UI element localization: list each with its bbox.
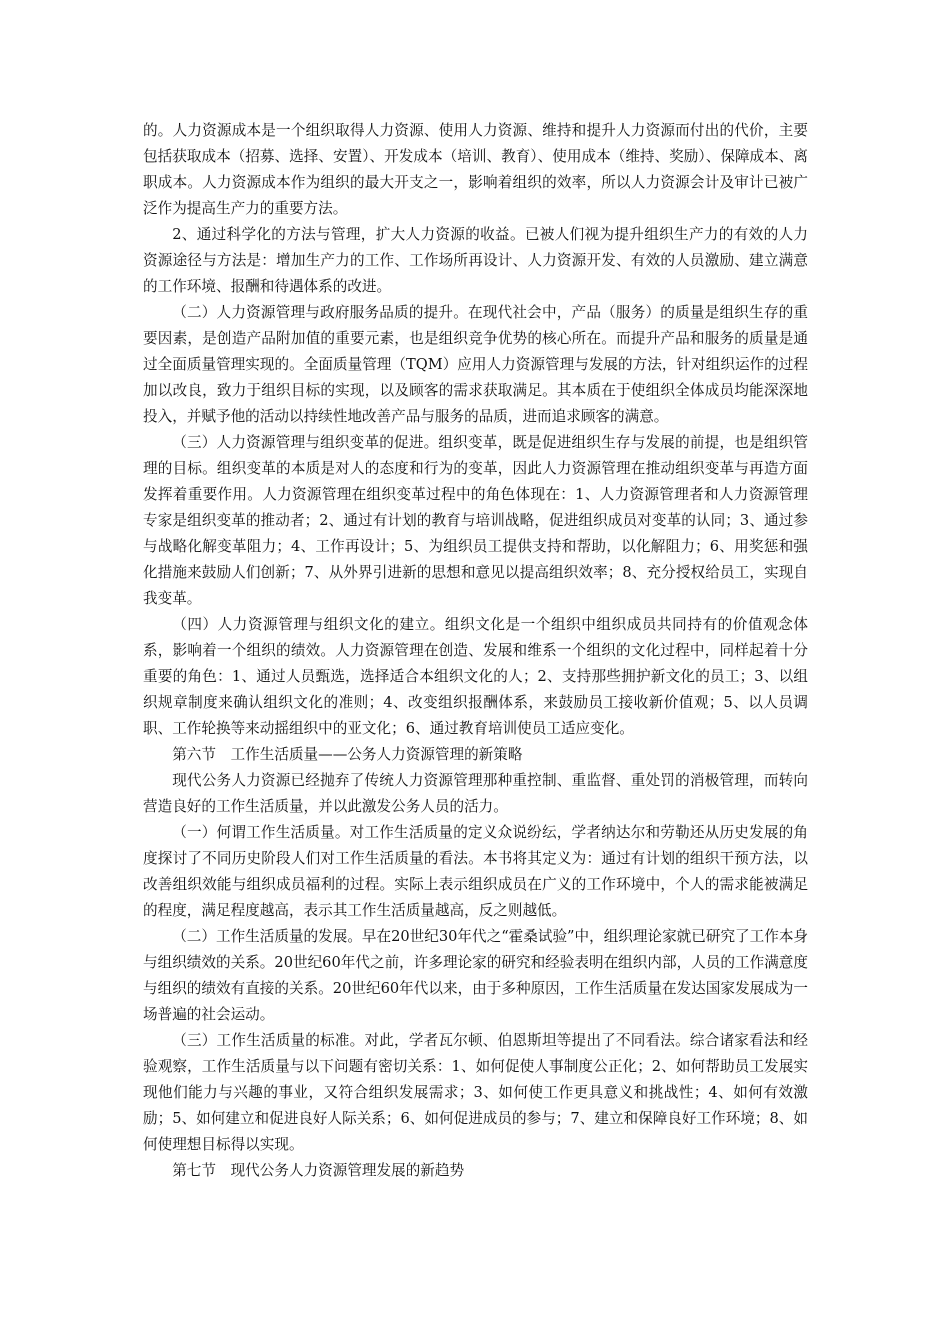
paragraph-qwl-development: （二）工作生活质量的发展。早在20世纪30年代之“霍桑试验”中，组织理论家就已研究了工作本身与组织绩效的关系。20世纪60年代之前，许多理论家的研究和经验表明在组织内部，人员的工作满意度与组织的绩效有直接的关系。20世纪60年代以来，由于多种原因，工作生活质量在发达国家发展成为一场普遍的社会运动。 [143,928,809,1023]
paragraph-service-quality: （二）人力资源管理与政府服务品质的提升。在现代社会中，产品（服务）的质量是组织生存的重要因素，是创造产品附加值的重要元素，也是组织竞争优势的核心所在。而提升产品和服务的质量是通过全面质量管理实现的。全面质量管理（TQM）应用人力资源管理与发展的方法，针对组织运作的过程加以改良，致力于组织目标的实现，以及顾客的需求获取满足。其本质在于使组织全体成员均能深深地投入，并赋予他的活动以持续性地改善产品与服务的品质，进而追求顾客的满意。 [143,304,808,425]
document-body [143,118,808,1184]
paragraph-qwl-definition: （一）何谓工作生活质量。对工作生活质量的定义众说纷纭，学者纳达尔和劳勒还从历史发展的角度探讨了不同历史阶段人们对工作生活质量的看法。本书将其定义为：通过有计划的组织干预方法，以改善组织效能与组织成员福利的过程。实际上表示组织成员在广义的工作环境中，个人的需求能被满足的程度，满足程度越高，表示其工作生活质量越高，反之则越低。 [143,824,808,919]
paragraph-hr-returns: 2、通过科学化的方法与管理，扩大人力资源的收益。已被人们视为提升组织生产力的有效的人力资源途径与方法是：增加生产力的工作、工作场所再设计、人力资源开发、有效的人员激励、建立满意的工作环境、报酬和待遇体系的改进。 [143,226,808,295]
section-heading-7: 第七节 现代公务人力资源管理发展的新趋势 [172,1162,465,1179]
paragraph-hr-cost-continuation: 的。人力资源成本是一个组织取得人力资源、使用人力资源、维持和提升人力资源而付出的代价，主要包括获取成本（招募、选择、安置）、开发成本（培训、教育）、使用成本（维持、奖励）、保障成本、离职成本。人力资源成本作为组织的最大开支之一，影响着组织的效率，所以人力资源会计及审计已被广泛作为提高生产力的重要方法。 [143,122,808,217]
paragraph-section-6-intro: 现代公务人力资源已经抛弃了传统人力资源管理那种重控制、重监督、重处罚的消极管理，而转向营造良好的工作生活质量，并以此激发公务人员的活力。 [143,772,808,815]
section-heading-6: 第六节 工作生活质量——公务人力资源管理的新策略 [172,746,523,763]
paragraph-organizational-change: （三）人力资源管理与组织变革的促进。组织变革，既是促进组织生存与发展的前提，也是组织管理的目标。组织变革的本质是对人的态度和行为的变革，因此人力资源管理在推动组织变革与再造方面发挥着重要作用。人力资源管理在组织变革过程中的角色体现在：1、人力资源管理者和人力资源管理专家是组织变革的推动者；2、通过有计划的教育与培训战略，促进组织成员对变革的认同；3、通过参与战略化解变革阻力；4、工作再设计；5、为组织员工提供支持和帮助，以化解阻力；6、用奖惩和强化措施来鼓励人们创新；7、从外界引进新的思想和意见以提高组织效率；8、充分授权给员工，实现自我变革。 [143,434,808,607]
paragraph-qwl-standards: （三）工作生活质量的标准。对此，学者瓦尔顿、伯恩斯坦等提出了不同看法。综合诸家看法和经验观察，工作生活质量与以下问题有密切关系：1、如何促使人事制度公正化；2、如何帮助员工发展实现他们能力与兴趣的事业，又符合组织发展需求；3、如何使工作更具意义和挑战性；4、如何有效激励；5、如何建立和促进良好人际关系；6、如何促进成员的参与；7、建立和保障良好工作环境；8、如何使理想目标得以实现。 [143,1032,808,1153]
paragraph-organizational-culture: （四）人力资源管理与组织文化的建立。组织文化是一个组织中组织成员共同持有的价值观念体系，影响着一个组织的绩效。人力资源管理在创造、发展和维系一个组织的文化过程中，同样起着十分重要的角色：1、通过人员甄选，选择适合本组织文化的人；2、支持那些拥护新文化的员工；3、以组织规章制度来确认组织文化的准则；4、改变组织报酬体系，来鼓励员工接收新价值观；5、以人员调职、工作轮换等来动摇组织中的亚文化；6、通过教育培训使员工适应变化。 [143,616,808,737]
